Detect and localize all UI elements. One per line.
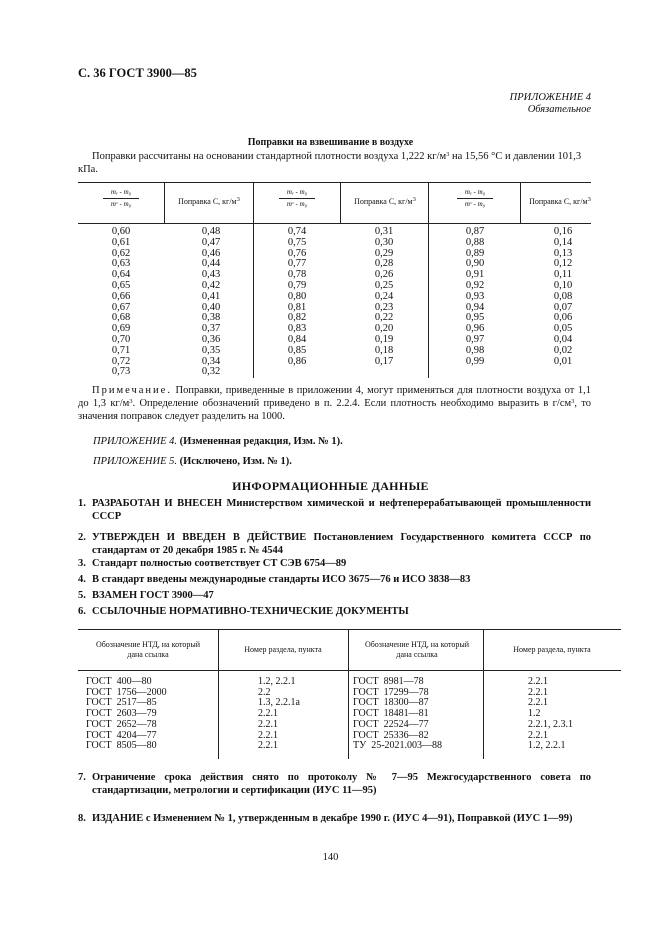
appendix-label [510, 92, 591, 116]
correction-column-1: 0,48 0,47 0,46 0,44 0,43 0,42 0,41 0,40 0,38 0,37 0,36 0,35 0,34 0,32 [201, 226, 221, 378]
appendix-status: Обязательное [527, 104, 591, 115]
info-title: ИНФОРМАЦИОННЫЕ ДАННЫЕ [232, 479, 429, 493]
edit-note-appendix-5: ПРИЛОЖЕНИЕ 5. (Исключено, Изм. № 1). [93, 456, 292, 467]
correction-header-3: Поправка С, $кг/м^3$ [529, 196, 591, 206]
info-item: 8. ИЗДАНИЕ с Изменением № 1, утвержденным в декабре 1990 г. (ИУС 4—91), Поправкой (ИУС 1—99) [78, 813, 573, 824]
ntd-secs-right: 2.2.1 2.2.1 2.2.1 1.2 2.2.1, 2.3.1 2.2.1 1.2, 2.2.1 [528, 676, 573, 752]
appendix-number: ПРИЛОЖЕНИЕ 4 [509, 92, 591, 103]
correction-header-1: Поправка С, $кг/м^3$ [178, 196, 240, 206]
page-number: 140 [322, 852, 339, 863]
ntd-header-sec-left: Номер раздела, пункта [244, 645, 322, 654]
ratio-column-3: 0,87 0,88 0,89 0,90 0,91 0,92 0,93 0,94 0,95 0,96 0,97 0,98 0,99 [465, 226, 485, 367]
ratio-header-1: mₑ - m₀ mᶜ - m₀ [91, 188, 151, 208]
ratio-column-2: 0,74 0,75 0,76 0,77 0,78 0,79 0,80 0,81 0,82 0,83 0,84 0,85 0,86 [287, 226, 307, 367]
info-item: 1. РАЗРАБОТАН И ВНЕСЕН Министерством химической и нефтеперерабатывающей промышленности СССР [78, 498, 591, 522]
correction-column-2: 0,31 0,30 0,29 0,28 0,26 0,25 0,24 0,23 0,22 0,20 0,19 0,18 0,17 [374, 226, 394, 367]
corrections-intro: Поправки рассчитаны на основании стандартной плотности воздуха 1,222 $кг/м^3$ на 15,56 °С и давлении 101,3 кПа. [78, 151, 582, 175]
edit-note-appendix-4: ПРИЛОЖЕНИЕ 4. (Измененная редакция, Изм. № 1). [93, 436, 343, 447]
ratio-header-3: mₑ - m₀ mᶜ - m₀ [445, 188, 505, 208]
ntd-docs-left: ГОСТ 400—80 ГОСТ 1756—2000 ГОСТ 2517—85 ГОСТ 2603—79 ГОСТ 2652—78 ГОСТ 4204—77 ГОСТ 8505—80 [86, 676, 167, 752]
corrections-title: Поправки на взвешивание в воздухе [247, 137, 414, 148]
ntd-header-doc-right: Обозначение НТД, на который дана ссылка [364, 640, 470, 659]
ntd-header-sec-right: Номер раздела, пункта [513, 645, 591, 654]
ntd-docs-right: ГОСТ 8981—78 ГОСТ 17299—78 ГОСТ 18300—87 ГОСТ 18481—81 ГОСТ 22524—77 ГОСТ 25336—82 ТУ 25-2021.003—88 [353, 676, 443, 752]
info-item: 4. В стандарт введены международные стандарты ИСО 3675—76 и ИСО 3838—83 [78, 574, 471, 585]
ntd-table [78, 629, 621, 759]
info-item: 5. ВЗАМЕН ГОСТ 3900—47 [78, 590, 214, 601]
info-item: 3. Стандарт полностью соответствует СТ СЭВ 6754—89 [78, 558, 347, 569]
ratio-header-2: mₑ - m₀ mᶜ - m₀ [267, 188, 327, 208]
info-item: 6. ССЫЛОЧНЫЕ НОРМАТИВНО-ТЕХНИЧЕСКИЕ ДОКУМЕНТЫ [78, 606, 409, 617]
correction-header-2: Поправка С, $кг/м^3$ [354, 196, 416, 206]
ntd-header-doc-left: Обозначение НТД, на который дана ссылка [95, 640, 201, 659]
info-item: 2. УТВЕРЖДЕН И ВВЕДЕН В ДЕЙСТВИЕ Постановлением Государственного комитета СССР по стандартам от 20 декабря 1985 г. № 4544 [78, 532, 591, 556]
page-header: С. 36 ГОСТ 3900—85 [78, 66, 197, 80]
ntd-secs-left: 1.2, 2.2.1 2.2 1.3, 2.2.1а 2.2.1 2.2.1 2.2.1 2.2.1 [258, 676, 300, 752]
info-item: 7. Ограничение срока действия снято по протоколу № 7—95 Межгосударственного совета по стандартизации, метрологии и сертификации (ИУС 11—95) [78, 772, 591, 796]
table-note: Примечание. Поправки, приведенные в приложении 4, могут применяться для плотности воздуха от 1,1 до 1,3 $кг/м^3$. Определение обозначений приведено в п. 2.2.4. Если плотность необходимо выразить в $г/см^3$, то значения поправок следует разделить на 1000. [78, 385, 592, 422]
ratio-column-1: 0,60 0,61 0,62 0,63 0,64 0,65 0,66 0,67 0,68 0,69 0,70 0,71 0,72 0,73 [111, 226, 131, 378]
correction-column-3: 0,16 0,14 0,13 0,12 0,11 0,10 0,08 0,07 0,06 0,05 0,04 0,02 0,01 [553, 226, 573, 367]
